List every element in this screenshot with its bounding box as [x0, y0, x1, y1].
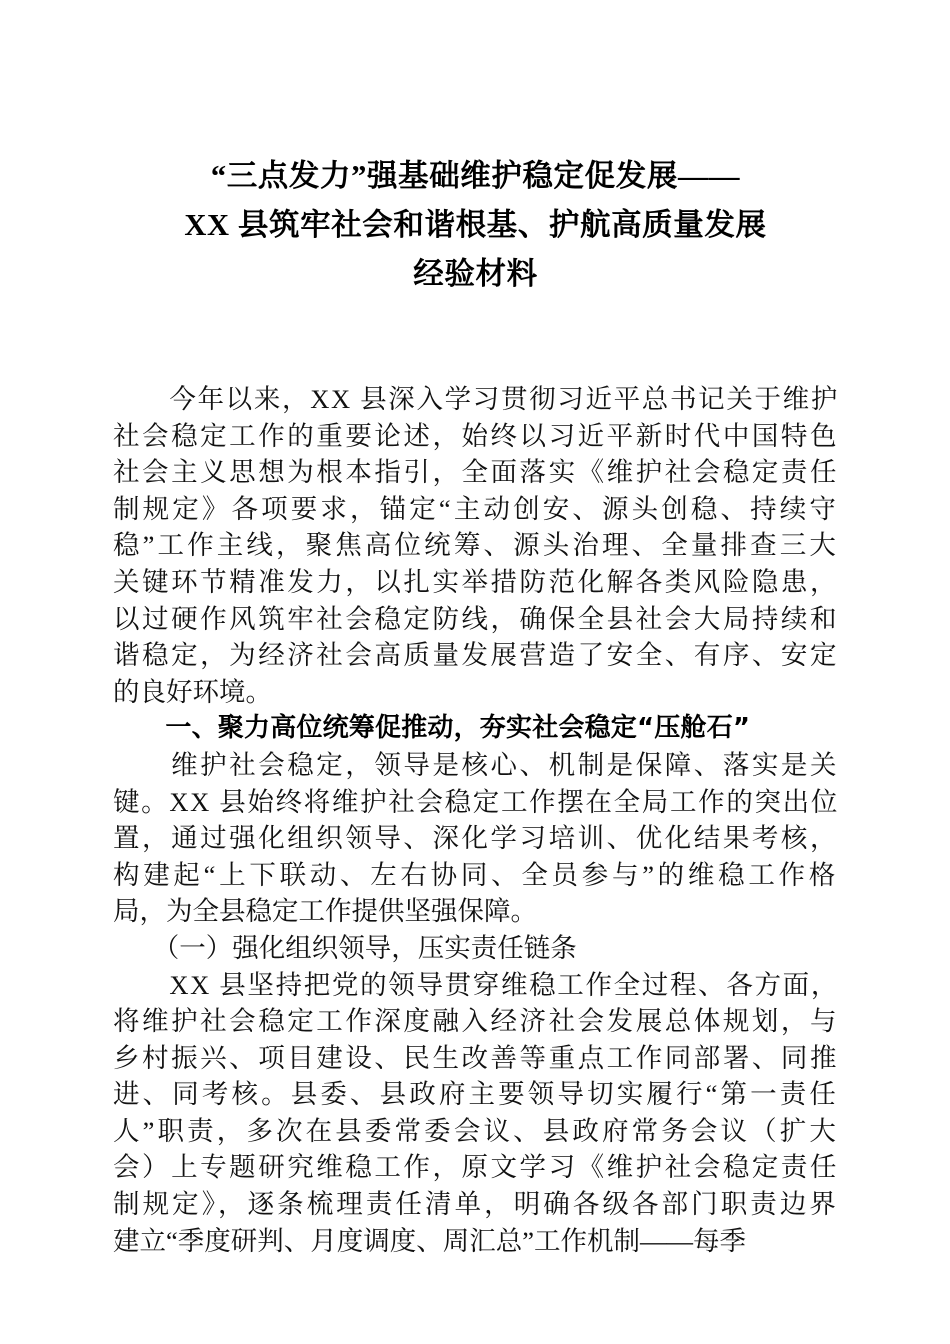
page-title — [113, 152, 838, 299]
text-line: 谐稳定，为经济社会高质量发展营造了安全、有序、安定 — [113, 640, 839, 671]
title-line-1: “三点发力”强基础维护稳定促发展—— — [210, 159, 741, 193]
intro-paragraph — [113, 381, 839, 710]
subsection-heading-one-1: （一）强化组织领导，压实责任链条 — [113, 932, 577, 963]
text-line: 关键环节精准发力，以扎实举措防范化解各类风险隐患， — [113, 566, 839, 597]
text-line: 制规定》各项要求，锚定“主动创安、源头创稳、持续守 — [113, 493, 839, 524]
section-heading-one: 一、聚力高位统筹促推动，夯实社会稳定“压舱石” — [113, 713, 751, 744]
text-line: 社会稳定工作的重要论述，始终以习近平新时代中国特色 — [113, 420, 839, 451]
text-line: 键。XX 县始终将维护社会稳定工作摆在全局工作的突出位 — [113, 786, 839, 817]
text-line: 进、同考核。县委、县政府主要领导切实履行“第一责任 — [113, 1079, 839, 1110]
text-line: 人”职责，多次在县委常委会议、县政府常务会议（扩大 — [113, 1115, 839, 1146]
text-line: 将维护社会稳定工作深度融入经济社会发展总体规划，与 — [113, 1006, 839, 1037]
section-one-lead-paragraph — [113, 747, 839, 930]
text-line: 置，通过强化组织领导、深化学习培训、优化结果考核， — [113, 823, 839, 854]
text-line: 的良好环境。 — [113, 676, 272, 707]
title-line-3: 经验材料 — [413, 257, 538, 291]
subsection-one-1-body — [113, 967, 839, 1260]
text-line: 乡村振兴、项目建设、民生改善等重点工作同部署、同推 — [113, 1042, 839, 1073]
title-line-2: XX 县筑牢社会和谐根基、护航高质量发展 — [184, 208, 767, 242]
text-line: 社会主义思想为根本指引，全面落实《维护社会稳定责任 — [113, 457, 839, 488]
text-line: 以过硬作风筑牢社会稳定防线，确保全县社会大局持续和 — [113, 603, 839, 634]
text-line: 制规定》，逐条梳理责任清单，明确各级各部门职责边界 — [113, 1189, 839, 1220]
text-line: 维护社会稳定，领导是核心、机制是保障、落实是关 — [113, 749, 839, 780]
text-line: 会）上专题研究维稳工作，原文学习《维护社会稳定责任 — [113, 1152, 839, 1183]
text-line: 局，为全县稳定工作提供坚强保障。 — [113, 896, 537, 927]
document-body — [113, 381, 839, 1259]
text-line: 今年以来，XX 县深入学习贯彻习近平总书记关于维护 — [113, 384, 839, 414]
text-line: 建立“季度研判、月度调度、周汇总”工作机制——每季 — [113, 1225, 747, 1256]
text-line: 构建起“上下联动、左右协同、全员参与”的维稳工作格 — [113, 859, 839, 890]
text-line: XX 县坚持把党的领导贯穿维稳工作全过程、各方面， — [113, 969, 839, 1000]
text-line: 稳”工作主线，聚焦高位统筹、源头治理、全量排查三大 — [113, 530, 839, 561]
